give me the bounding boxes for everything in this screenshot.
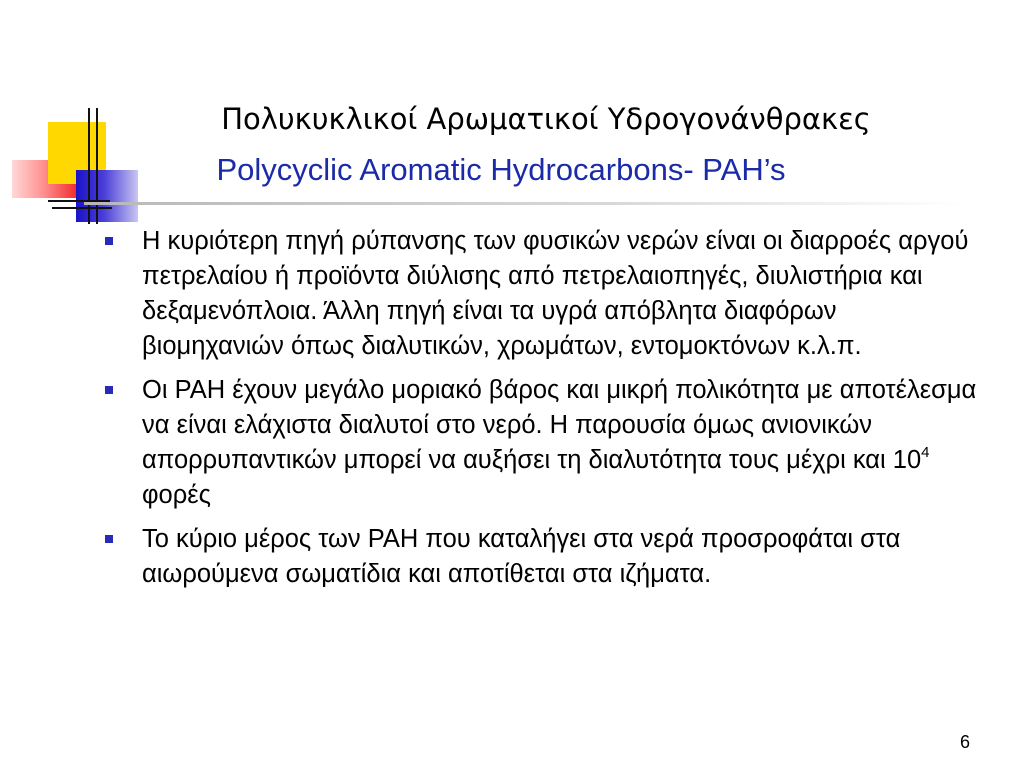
bullet-list bbox=[100, 224, 980, 601]
bullet-text-suffix: φορές bbox=[142, 481, 211, 509]
square-bullet-icon bbox=[105, 386, 113, 394]
slide-subtitle: Polycyclic Aromatic Hydrocarbons- PAH’s bbox=[216, 152, 786, 187]
square-bullet-icon bbox=[105, 237, 113, 245]
title-underline-rule bbox=[84, 202, 964, 205]
bullet-item bbox=[100, 224, 980, 364]
slide-title: Πολυκυκλικοί Αρωματικοί Υδρογονάνθρακες bbox=[221, 102, 871, 136]
bullet-text: Η κυριότερη πηγή ρύπανσης των φυσικών νερών είναι οι διαρροές αργού πετρελαίου ή προϊόντα διύλισης από πετρελαιοπηγές, διυλιστήρια και δεξαμενόπλοια. Άλλη πηγή είναι τα υγρά απόβλητα διαφόρων βιομηχανιών όπως διαλυτικών, χρωμάτων, εντομοκτόνων κ.λ.π. bbox=[142, 227, 969, 360]
bullet-superscript: 4 bbox=[921, 443, 930, 461]
decorative-horizontal-line bbox=[52, 207, 112, 209]
bullet-text: Οι PAH έχουν μεγάλο μοριακό βάρος και μικρή πολικότητα με αποτέλεσμα να είναι ελάχιστα διαλυτοί στο νερό. Η παρουσία όμως ανιονικών απορρυπαντικών μπορεί να αυξήσει τη διαλυτότητα τους μέχρι και 10 bbox=[142, 376, 977, 474]
bullet-text: Το κύριο μέρος των PAH που καταλήγει στα νερά προσροφάται στα αιωρούμενα σωματίδια και αποτίθεται στα ιζήματα. bbox=[142, 525, 901, 588]
page-number: 6 bbox=[959, 732, 970, 752]
square-bullet-icon bbox=[105, 535, 113, 543]
bullet-item bbox=[100, 522, 980, 592]
bullet-item bbox=[100, 373, 980, 513]
